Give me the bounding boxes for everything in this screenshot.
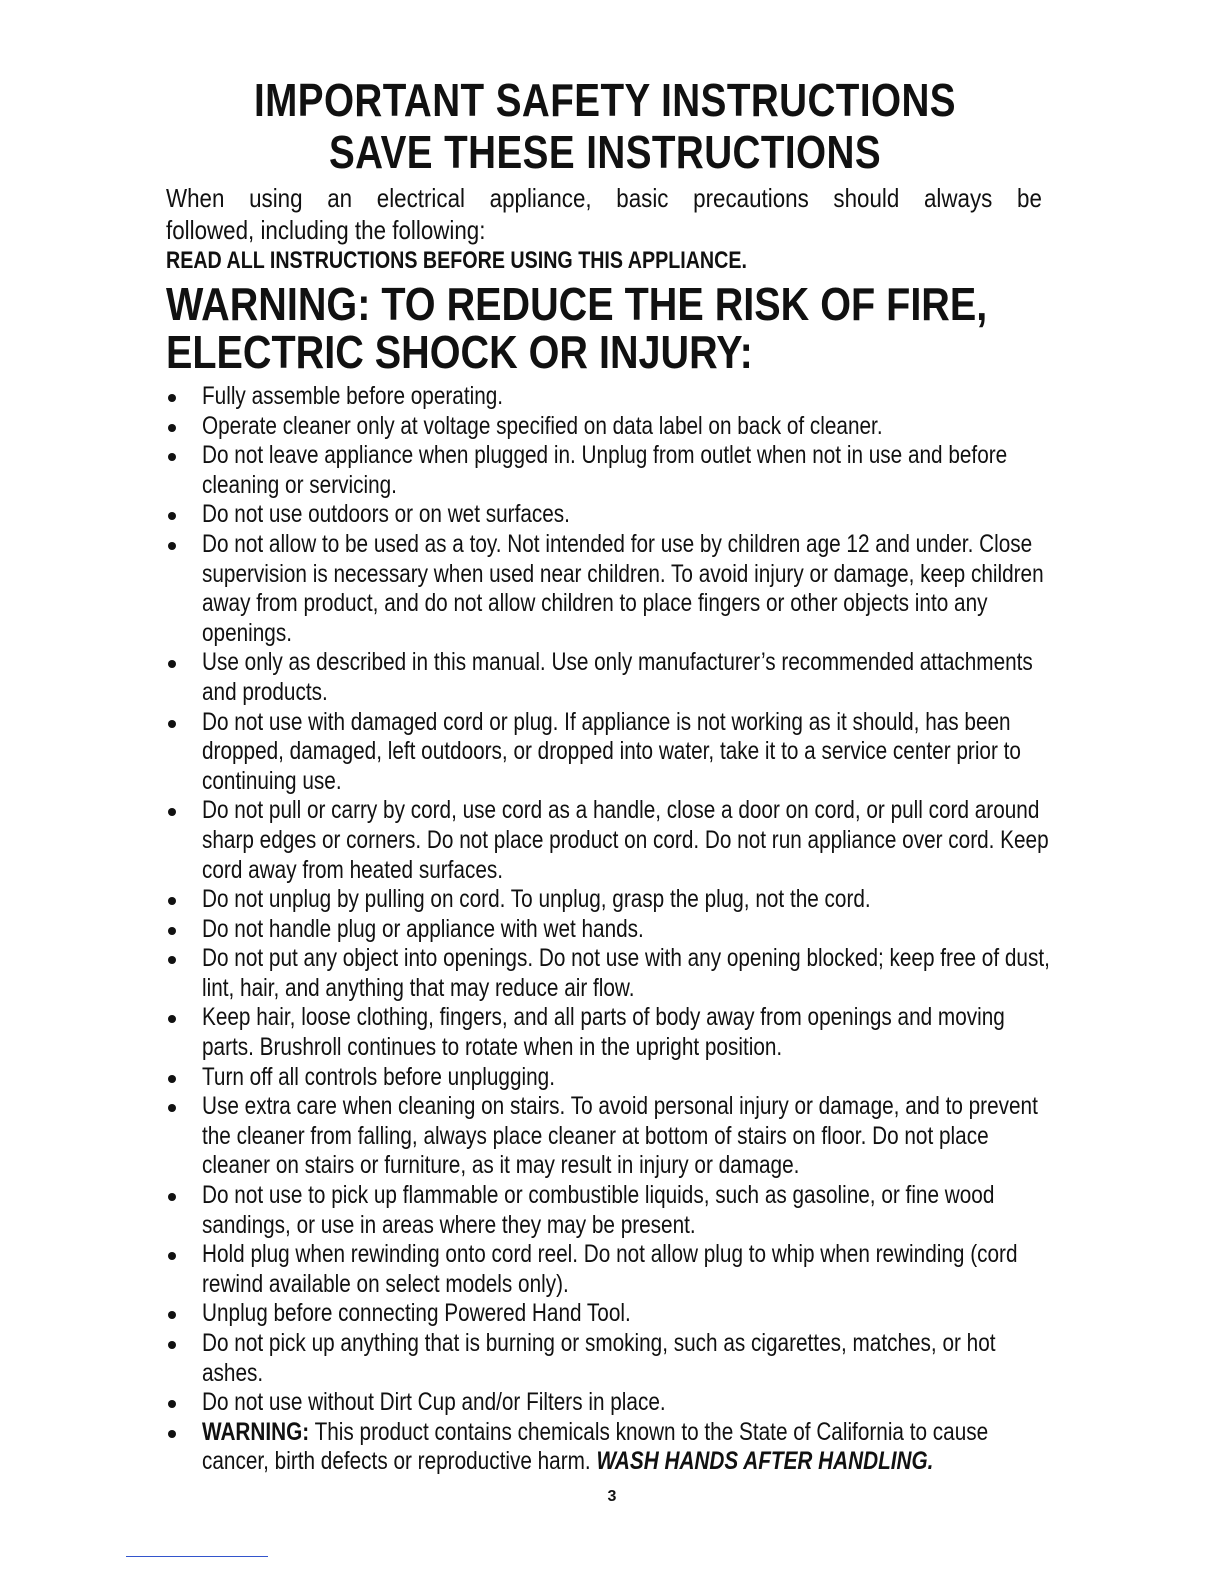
list-item-text: Do not put any object into openings. Do not use with any opening blocked; keep free of dust, lint, hair, and anything that may reduce air flow. bbox=[202, 944, 1050, 1002]
page-number: 3 bbox=[607, 1488, 617, 1505]
list-item-text: Fully assemble before operating. bbox=[202, 382, 504, 410]
list-item-text: Operate cleaner only at voltage specified on data label on back of cleaner. bbox=[202, 411, 883, 440]
bullet-icon bbox=[168, 1252, 176, 1260]
wash-hands-notice: WASH HANDS AFTER HANDLING. bbox=[596, 1447, 934, 1476]
bullet-icon bbox=[168, 927, 176, 935]
page-subtitle: SAVE THESE INSTRUCTIONS bbox=[328, 126, 882, 178]
list-item-text: Turn off all controls before unplugging. bbox=[202, 1062, 555, 1091]
intro-paragraph bbox=[166, 182, 1042, 246]
list-item-text: Do not use without Dirt Cup and/or Filters in place. bbox=[202, 1388, 666, 1417]
intro-line-1: When using an electrical appliance, basic precautions should always be bbox=[166, 183, 1042, 213]
list-item-text: Use only as described in this manual. Use only manufacturer’s recommended attachments and products. bbox=[202, 648, 1033, 706]
list-item-text: Hold plug when rewinding onto cord reel. Do not allow plug to whip when rewinding (cord rewind available on select models only). bbox=[202, 1240, 1018, 1298]
list-item-text: Do not unplug by pulling on cord. To unplug, grasp the plug, not the cord. bbox=[202, 885, 871, 914]
list-item-text bbox=[202, 1418, 1051, 1477]
document-page bbox=[166, 74, 1050, 1477]
page-title: IMPORTANT SAFETY INSTRUCTIONS bbox=[253, 74, 956, 126]
bullet-icon bbox=[168, 720, 176, 728]
list-item bbox=[166, 382, 1044, 412]
bullet-icon bbox=[168, 897, 176, 905]
list-item bbox=[166, 530, 1044, 648]
list-item bbox=[166, 1329, 1044, 1388]
bullet-icon bbox=[168, 1015, 176, 1023]
prop65-warning-label: WARNING: bbox=[202, 1417, 310, 1446]
warning-heading-line-2: ELECTRIC SHOCK OR INJURY: bbox=[166, 326, 753, 378]
list-item bbox=[166, 1003, 1044, 1062]
read-all-notice: READ ALL INSTRUCTIONS BEFORE USING THIS APPLIANCE. bbox=[166, 247, 747, 274]
warning-heading-line-1: WARNING: TO REDUCE THE RISK OF FIRE, bbox=[166, 278, 988, 330]
list-item bbox=[166, 1299, 1044, 1329]
warning-heading bbox=[166, 278, 988, 378]
list-item-prop65-warning bbox=[166, 1418, 1044, 1477]
list-item bbox=[166, 412, 1044, 442]
list-item-text: Do not pick up anything that is burning or smoking, such as cigarettes, matches, or hot ashes. bbox=[202, 1329, 996, 1387]
list-item bbox=[166, 1388, 1044, 1418]
bullet-icon bbox=[168, 1075, 176, 1083]
intro-line-2: followed, including the following: bbox=[166, 215, 486, 245]
list-item bbox=[166, 944, 1050, 1003]
bullet-icon bbox=[168, 1104, 176, 1112]
bullet-icon bbox=[168, 1430, 176, 1438]
list-item bbox=[166, 648, 1044, 707]
list-item bbox=[166, 885, 1044, 915]
list-item bbox=[166, 796, 1049, 885]
list-item-text: Do not leave appliance when plugged in. Unplug from outlet when not in use and before cleaning or servicing. bbox=[202, 441, 1008, 499]
bullet-icon bbox=[168, 1193, 176, 1201]
list-item bbox=[166, 500, 1044, 530]
list-item-text: Keep hair, loose clothing, fingers, and all parts of body away from openings and moving parts. Brushroll continues to rotate when in the upright position. bbox=[202, 1003, 1005, 1062]
prop65-warning-text: This product contains chemicals known to the State of California to cause cancer, birth defects or reproductive harm. bbox=[202, 1417, 989, 1476]
list-item-text: Do not use to pick up flammable or combustible liquids, such as gasoline, or fine wood sandings, or use in areas where they may be present. bbox=[202, 1181, 995, 1239]
bullet-icon bbox=[168, 424, 176, 432]
list-item-text: Do not use with damaged cord or plug. If appliance is not working as it should, has been dropped, damaged, left outdoors, or dropped into water, take it to a service center prior to continuing use. bbox=[202, 707, 1021, 795]
list-item bbox=[166, 441, 1044, 500]
safety-list bbox=[166, 382, 1050, 1477]
list-item bbox=[166, 708, 1044, 797]
list-item bbox=[166, 1092, 1044, 1181]
list-item-text: Do not pull or carry by cord, use cord as a handle, close a door on cord, or pull cord around sharp edges or corners. Do not place product on cord. Do not run appliance over cord. Keep cord away from heated surfaces. bbox=[202, 796, 1049, 884]
bullet-icon bbox=[168, 956, 176, 964]
list-item-text: Do not use outdoors or on wet surfaces. bbox=[202, 500, 570, 529]
list-item bbox=[166, 1063, 1044, 1093]
footer-divider bbox=[126, 1556, 268, 1557]
bullet-icon bbox=[168, 394, 176, 402]
list-item bbox=[166, 1181, 1044, 1240]
bullet-icon bbox=[168, 1311, 176, 1319]
bullet-icon bbox=[168, 1400, 176, 1408]
list-item-text: Do not allow to be used as a toy. Not intended for use by children age 12 and under. Close supervision is necessary when used near children. To avoid injury or damage, keep children away from product, and do not allow children to place fingers or other objects into any openings. bbox=[202, 529, 1044, 647]
bullet-icon bbox=[168, 453, 176, 461]
list-item-text: Unplug before connecting Powered Hand Tool. bbox=[202, 1299, 631, 1328]
bullet-icon bbox=[168, 512, 176, 520]
list-item-text: Use extra care when cleaning on stairs. To avoid personal injury or damage, and to prevent the cleaner from falling, always place cleaner at bottom of stairs on floor. Do not place cleaner on stairs or furniture, as it may result in injury or damage. bbox=[202, 1092, 1038, 1180]
list-item bbox=[166, 915, 1044, 945]
bullet-icon bbox=[168, 1341, 176, 1349]
list-item bbox=[166, 1240, 1044, 1299]
bullet-icon bbox=[168, 660, 176, 668]
list-item-text: Do not handle plug or appliance with wet hands. bbox=[202, 914, 644, 943]
bullet-icon bbox=[168, 542, 176, 550]
bullet-icon bbox=[168, 808, 176, 816]
